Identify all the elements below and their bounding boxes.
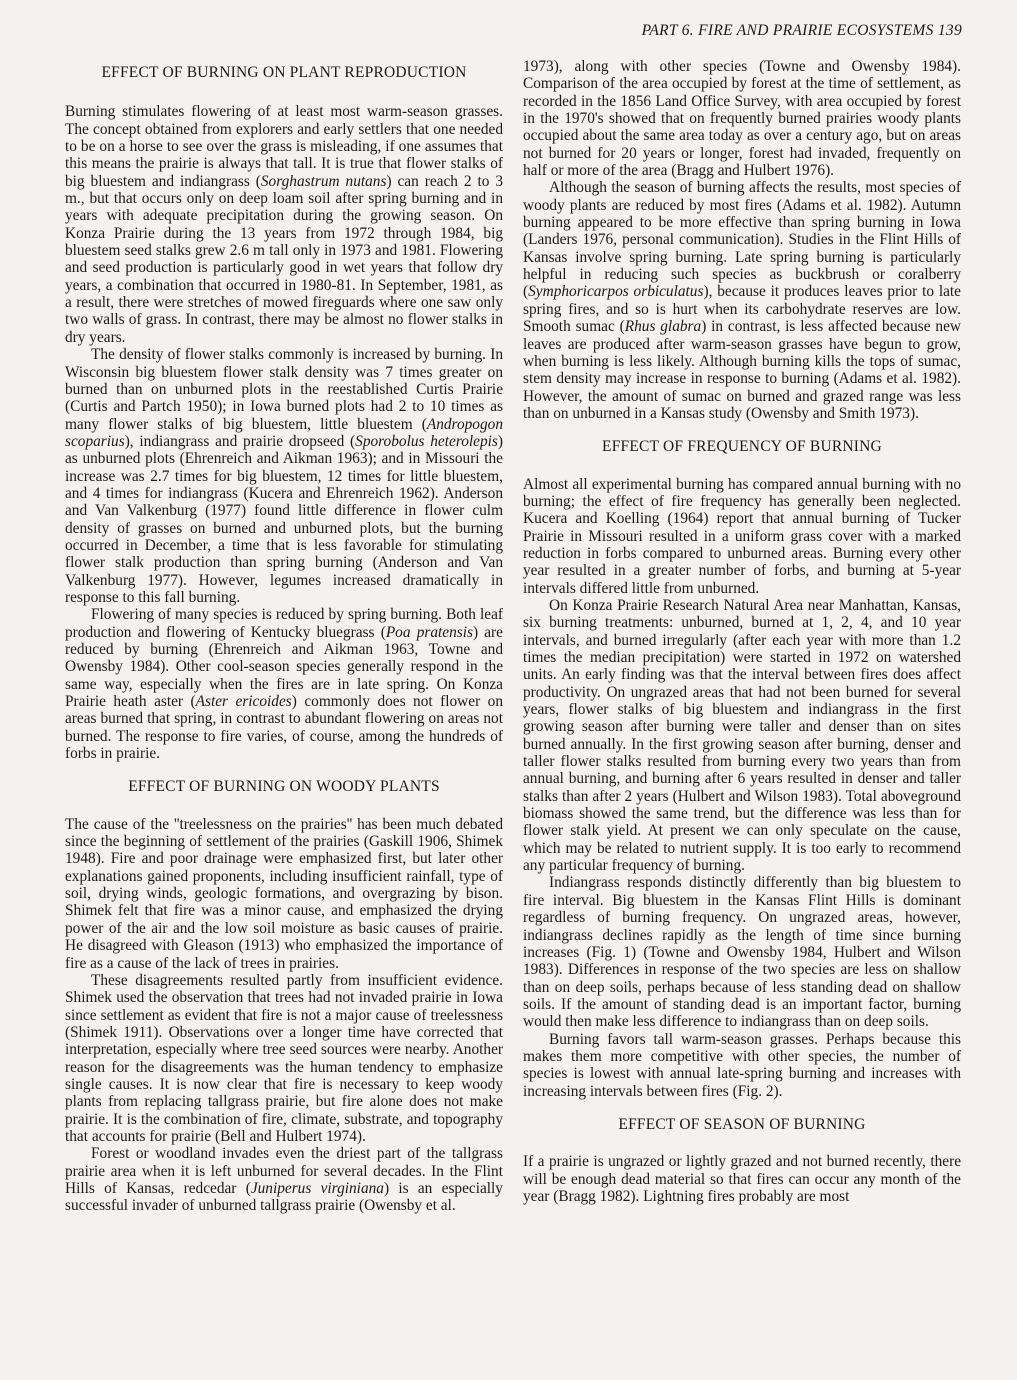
paragraph: Indiangrass responds distinctly differently than big bluestem to fire interval. Big bluestem in the Kansas Flint Hills is dominant regardless of burning frequency. On ungrazed areas, however, indiangrass declines rapidly as the length of time since burning increases (Fig. 1) (Towne and Owensby 1984, Hulbert and Wilson 1983). Differences in response of the two species are less on shallow than on deep soils, perhaps because of less standing dead on shallow soils. If the amount of standing dead is an important factor, burning would then make less difference to indiangrass than on deep soils. [523,874,961,1031]
paragraph: Burning favors tall warm-season grasses. Perhaps because this makes them more competitive with other species, the number of species is lowest with annual late-spring burning and increases with increasing intervals between fires (Fig. 2). [523,1030,961,1100]
paragraph: On Konza Prairie Research Natural Area near Manhattan, Kansas, six burning treatments: unburned, burned at 1, 2, 4, and 10 year intervals, and burned irregularly (after each year with more than 1.2 times the median precipitation) were started in 1972 on watershed units. An early finding was that the interval between fires does affect productivity. On ungrazed areas that had not been burned for several years, flower stalks of big bluestem and indiangrass in the first growing season after burning were taller and denser than on sites burned annually. In the first growing season after burning, denser and taller flower stalks resulted from burning every two years than from annual burning, and burning after 6 years resulted in denser and taller stalks than after 2 years (Hulbert and Wilson 1983). Total aboveground biomass showed the same trend, but the difference was less than for flower stalk yield. At present we can only speculate on the cause, which may be related to nutrient supply. It is too early to recommend any particular frequency of burning. [523,596,961,875]
right-column [523,58,961,1205]
paragraph: Forest or woodland invades even the driest part of the tallgrass prairie area when it is left unburned for several decades. In the Flint Hills of Kansas, redcedar (Juniperus virginiana) is an especially successful invader of unburned tallgrass prairie (Owensby et al. [65,1145,503,1215]
paragraph: These disagreements resulted partly from insufficient evidence. Shimek used the observation that trees had not invaded prairie in Iowa since settlement as evident that fire is not a major cause of treelessness (Shimek 1911). Observations over a longer time have corrected that interpretation, especially where tree seed sources were nearby. Another reason for the disagreements was the human tendency to emphasize single causes. It is now clear that fire is necessary to keep woody plants from replacing tallgrass prairie, but fire alone does not make prairie. It is the combination of fire, climate, substrate, and topography that accounts for prairie (Bell and Hulbert 1974). [65,971,503,1145]
paragraph: If a prairie is ungrazed or lightly grazed and not burned recently, there will be enough dead material so that fires can occur any month of the year (Bragg 1982). Lightning fires probably are most [523,1153,961,1205]
paragraph: Although the season of burning affects the results, most species of woody plants are reduced by most fires (Adams et al. 1982). Autumn burning appeared to be more effective than spring burning in Iowa (Landers 1976, personal communication). Studies in the Flint Hills of Kansas involve spring burning. Late spring burning is particularly helpful in reducing such species as buckbrush or coralberry (Symphoricarpos orbiculatus), because it produces leaves prior to late spring fires, and so is hurt when its carbohydrate reserves are low. Smooth sumac (Rhus glabra) in contrast, is less affected because new leaves are produced after warm-season grasses have begun to grow, when burning is less likely. Although burning kills the tops of sumac, stem density may increase in response to burning (Adams et al. 1982). However, the amount of sumac on burned and grazed range was less than on unburned in a Kansas study (Owensby and Smith 1973). [523,179,961,422]
section-heading-season: EFFECT OF SEASON OF BURNING [618,1115,866,1133]
paragraph: 1973), along with other species (Towne and Owensby 1984). Comparison of the area occupied by forest at the time of settlement, as recorded in the 1856 Land Office Survey, with area occupied by forest in the 1970's showed that on frequently burned prairies woody plants occupied about the same area today as over a century ago, but on areas not burned for 20 years or longer, forest had invaded, frequently on half or more of the area (Bragg and Hulbert 1976). [523,58,961,180]
left-column [65,58,503,1215]
paragraph: Flowering of many species is reduced by spring burning. Both leaf production and flowering of Kentucky bluegrass (Poa pratensis) are reduced by burning (Ehrenreich and Aikman 1963, Towne and Owensby 1984). Other cool-season species generally respond in the same way, especially when the fires are in late spring. On Konza Prairie heath aster (Aster ericoides) commonly does not flower on areas burned that spring, in contrast to abundant flowering on areas not burned. The response to fire varies, of course, among the hundreds of forbs in prairie. [65,606,503,763]
paragraph: Burning stimulates flowering of at least most warm-season grasses. The concept obtained from explorers and early settlers that one needed to be on a horse to see over the grass is misleading, if one assumes that this means the prairie is always that tall. It is true that flower stalks of big bluestem and indiangrass (Sorghastrum nutans) can reach 2 to 3 m., but that occurs only on deep loam soil after spring burning and in years with adequate precipitation during the growing season. On Konza Prairie during the 13 years from 1972 through 1984, big bluestem seed stalks grew 2.6 m tall only in 1973 and 1981. Flowering and seed production is particularly good in wet years that follow dry years, a combination that occurred in 1980-81. In September, 1981, as a result, there were stretches of mowed fireguards where one saw only two walls of grass. In contrast, there may be almost no flower stalks in dry years. [65,103,503,346]
section-heading-plant-reproduction: EFFECT OF BURNING ON PLANT REPRODUCTION [101,64,467,81]
running-head: PART 6. FIRE AND PRAIRIE ECOSYSTEMS 139 [641,22,962,39]
paragraph: The cause of the ''treelessness on the prairies'' has been much debated since the beginning of settlement of the prairies (Gaskill 1906, Shimek 1948). Fire and poor drainage were emphasized first, but later other explanations gained proponents, including insufficient rainfall, type of soil, drying winds, geologic formations, and overgrazing by bison. Shimek felt that fire was a minor cause, and emphasized the drying power of the air and the low soil moisture as basic causes of prairie. He disagreed with Gleason (1913) who emphasized the importance of fire as a cause of the lack of trees in prairies. [65,815,503,972]
paragraph: Almost all experimental burning has compared annual burning with no burning; the effect of fire frequency has generally been neglected. Kucera and Koelling (1964) report that annual burning of Tucker Prairie in Missouri resulted in a uniform grass cover with a marked reduction in forbs compared to unburned areas. Burning every other year resulted in a greater number of forbs, and burning at 5-year intervals differed little from unburned. [523,475,961,597]
paragraph: The density of flower stalks commonly is increased by burning. In Wisconsin big bluestem flower stalk density was 7 times greater on burned than on unburned plots in the reestablished Curtis Prairie (Curtis and Partch 1950); in Iowa burned plots had 2 to 10 times as many flower stalks of big bluestem, little bluestem (Andropogon scoparius), indiangrass and prairie dropseed (Sporobolus heterolepis) as unburned plots (Ehrenreich and Aikman 1963); and in Missouri the increase was 2.7 times for big bluestem, 12 times for little bluestem, and 4 times for indiangrass (Kucera and Ehrenreich 1962). Anderson and Van Valkenburg (1977) found little difference in flower culm density of grasses on burned and unburned plots, but the burning occurred in December, a time that is less favorable for stimulating flower stalk production than spring burning (Anderson and Van Valkenburg 1977). However, legumes increased dramatically in response to this fall burning. [65,346,503,606]
section-heading-woody-plants: EFFECT OF BURNING ON WOODY PLANTS [128,778,440,796]
section-heading-frequency: EFFECT OF FREQUENCY OF BURNING [602,438,882,456]
